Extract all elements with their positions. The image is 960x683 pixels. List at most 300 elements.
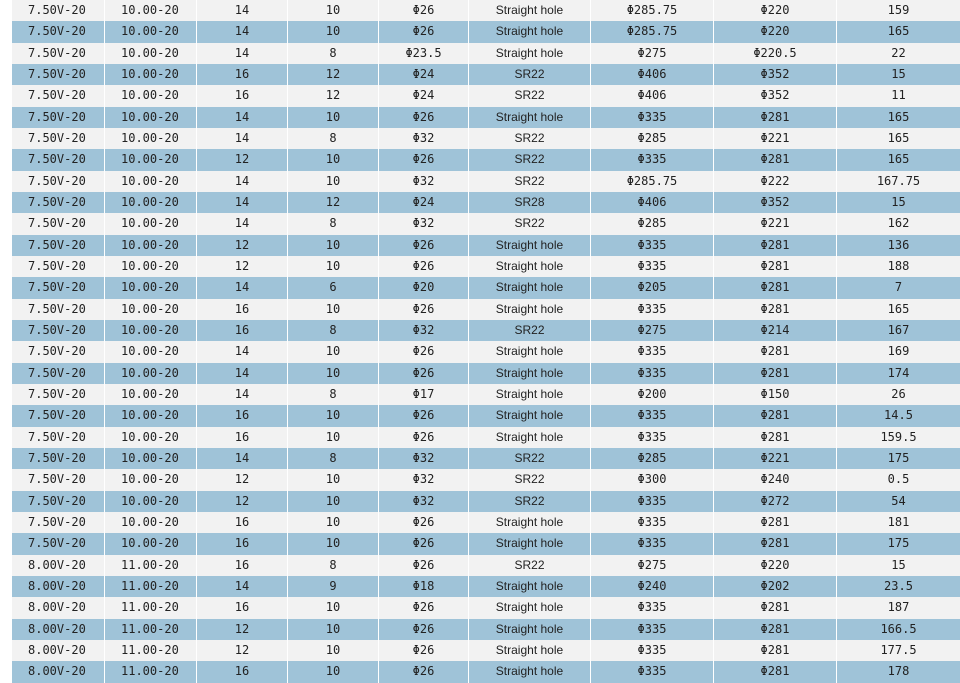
table-row bbox=[12, 491, 960, 512]
cell-hole-count: 10 bbox=[288, 405, 379, 426]
cell-bolt-hole-diameter: Φ32 bbox=[379, 491, 469, 512]
cell-hole-count: 10 bbox=[288, 661, 379, 682]
cell-tire-size: 11.00-20 bbox=[105, 576, 197, 597]
cell-stud-spec: 14 bbox=[197, 107, 288, 128]
table-row bbox=[12, 21, 960, 42]
cell-bolt-hole-diameter: Φ26 bbox=[379, 405, 469, 426]
cell-tire-size: 10.00-20 bbox=[105, 171, 197, 192]
cell-hole-type: Straight hole bbox=[469, 277, 591, 298]
cell-stud-spec: 12 bbox=[197, 149, 288, 170]
cell-outer-diameter: Φ335 bbox=[591, 299, 714, 320]
cell-rim-size: 7.50V-20 bbox=[12, 235, 105, 256]
cell-hole-type: SR22 bbox=[469, 448, 591, 469]
cell-offset-value: 165 bbox=[887, 24, 910, 39]
cell-pitch-circle: Φ281 bbox=[714, 341, 837, 362]
cell-hole-type: Straight hole bbox=[469, 384, 591, 405]
table-row bbox=[12, 320, 960, 341]
cell-rim-size: 8.00V-20 bbox=[12, 576, 105, 597]
cell-hole-type: Straight hole bbox=[469, 299, 591, 320]
cell-offset-value: 22 bbox=[891, 45, 906, 60]
cell-rim-size: 7.50V-20 bbox=[12, 171, 105, 192]
cell-hole-count: 10 bbox=[288, 171, 379, 192]
table-row bbox=[12, 213, 960, 234]
cell-outer-diameter: Φ335 bbox=[591, 512, 714, 533]
cell-pitch-circle: Φ281 bbox=[714, 107, 837, 128]
cell-stud-spec: 16 bbox=[197, 512, 288, 533]
cell-bolt-hole-diameter: Φ26 bbox=[379, 555, 469, 576]
cell-tire-size: 10.00-20 bbox=[105, 235, 197, 256]
cell-hole-count: 10 bbox=[288, 533, 379, 554]
cell-hole-type: Straight hole bbox=[469, 363, 591, 384]
cell-tire-size: 10.00-20 bbox=[105, 320, 197, 341]
cell-hole-count: 12 bbox=[288, 85, 379, 106]
cell-bolt-hole-diameter: Φ32 bbox=[379, 448, 469, 469]
cell-tire-size: 10.00-20 bbox=[105, 533, 197, 554]
cell-rim-size: 7.50V-20 bbox=[12, 192, 105, 213]
cell-pitch-circle: Φ240 bbox=[714, 469, 837, 490]
table-row bbox=[12, 128, 960, 149]
cell-bolt-hole-diameter: Φ20 bbox=[379, 277, 469, 298]
cell-pitch-circle: Φ281 bbox=[714, 661, 837, 682]
cell-hole-count: 10 bbox=[288, 21, 379, 42]
cell-tire-size: 10.00-20 bbox=[105, 491, 197, 512]
cell-hole-type: SR22 bbox=[469, 213, 591, 234]
cell-rim-size: 8.00V-20 bbox=[12, 661, 105, 682]
table-row bbox=[12, 512, 960, 533]
cell-pitch-circle: Φ202 bbox=[714, 576, 837, 597]
cell-tire-size: 10.00-20 bbox=[105, 256, 197, 277]
cell-outer-diameter: Φ335 bbox=[591, 363, 714, 384]
cell-hole-count: 8 bbox=[288, 320, 379, 341]
table-row bbox=[12, 469, 960, 490]
cell-hole-count: 10 bbox=[288, 469, 379, 490]
cell-outer-diameter: Φ335 bbox=[591, 533, 714, 554]
cell-hole-type: SR22 bbox=[469, 149, 591, 170]
cell-rim-size: 7.50V-20 bbox=[12, 448, 105, 469]
table-row bbox=[12, 363, 960, 384]
cell-outer-diameter: Φ335 bbox=[591, 341, 714, 362]
cell-outer-diameter: Φ205 bbox=[591, 277, 714, 298]
cell-outer-diameter: Φ275 bbox=[591, 555, 714, 576]
cell-pitch-circle: Φ281 bbox=[714, 640, 837, 661]
cell-offset-value: 167 bbox=[887, 322, 910, 337]
cell-hole-count: 10 bbox=[288, 299, 379, 320]
cell-outer-diameter: Φ335 bbox=[591, 597, 714, 618]
cell-stud-spec: 14 bbox=[197, 171, 288, 192]
cell-offset-value: 11 bbox=[891, 88, 906, 103]
cell-pitch-circle: Φ281 bbox=[714, 363, 837, 384]
cell-hole-type: Straight hole bbox=[469, 43, 591, 64]
cell-offset-value: 15 bbox=[891, 557, 906, 572]
table-row bbox=[12, 597, 960, 618]
table-row bbox=[12, 43, 960, 64]
cell-pitch-circle: Φ150 bbox=[714, 384, 837, 405]
cell-hole-type: Straight hole bbox=[469, 576, 591, 597]
cell-bolt-hole-diameter: Φ32 bbox=[379, 128, 469, 149]
cell-bolt-hole-diameter: Φ32 bbox=[379, 320, 469, 341]
cell-bolt-hole-diameter: Φ26 bbox=[379, 149, 469, 170]
cell-pitch-circle: Φ221 bbox=[714, 213, 837, 234]
table-row bbox=[12, 405, 960, 426]
cell-offset-value: 175 bbox=[887, 536, 910, 551]
cell-outer-diameter: Φ335 bbox=[591, 235, 714, 256]
cell-bolt-hole-diameter: Φ26 bbox=[379, 427, 469, 448]
cell-offset-value: 177.5 bbox=[880, 642, 917, 657]
cell-hole-count: 12 bbox=[288, 192, 379, 213]
cell-tire-size: 10.00-20 bbox=[105, 427, 197, 448]
table-row bbox=[12, 384, 960, 405]
cell-bolt-hole-diameter: Φ26 bbox=[379, 235, 469, 256]
cell-stud-spec: 12 bbox=[197, 491, 288, 512]
cell-bolt-hole-diameter: Φ32 bbox=[379, 171, 469, 192]
cell-hole-count: 8 bbox=[288, 448, 379, 469]
table-row bbox=[12, 533, 960, 554]
cell-outer-diameter: Φ406 bbox=[591, 85, 714, 106]
cell-hole-count: 8 bbox=[288, 43, 379, 64]
table-row bbox=[12, 85, 960, 106]
cell-rim-size: 7.50V-20 bbox=[12, 149, 105, 170]
cell-tire-size: 11.00-20 bbox=[105, 619, 197, 640]
cell-bolt-hole-diameter: Φ26 bbox=[379, 619, 469, 640]
cell-rim-size: 7.50V-20 bbox=[12, 512, 105, 533]
cell-hole-count: 10 bbox=[288, 491, 379, 512]
cell-stud-spec: 12 bbox=[197, 640, 288, 661]
table-row bbox=[12, 192, 960, 213]
cell-hole-type: Straight hole bbox=[469, 0, 591, 21]
cell-outer-diameter: Φ285.75 bbox=[591, 171, 714, 192]
cell-outer-diameter: Φ240 bbox=[591, 576, 714, 597]
cell-offset-value: 159.5 bbox=[880, 429, 917, 444]
cell-outer-diameter: Φ285 bbox=[591, 448, 714, 469]
cell-rim-size: 8.00V-20 bbox=[12, 640, 105, 661]
cell-offset-value: 15 bbox=[891, 66, 906, 81]
cell-offset-value: 167.75 bbox=[876, 173, 921, 188]
cell-hole-count: 8 bbox=[288, 213, 379, 234]
cell-pitch-circle: Φ221 bbox=[714, 448, 837, 469]
cell-pitch-circle: Φ281 bbox=[714, 149, 837, 170]
cell-stud-spec: 14 bbox=[197, 192, 288, 213]
cell-offset-value: 14.5 bbox=[884, 408, 913, 423]
cell-tire-size: 10.00-20 bbox=[105, 341, 197, 362]
table-row bbox=[12, 256, 960, 277]
cell-tire-size: 10.00-20 bbox=[105, 384, 197, 405]
cell-hole-type: Straight hole bbox=[469, 640, 591, 661]
cell-pitch-circle: Φ281 bbox=[714, 256, 837, 277]
cell-stud-spec: 14 bbox=[197, 0, 288, 21]
cell-pitch-circle: Φ352 bbox=[714, 192, 837, 213]
cell-pitch-circle: Φ281 bbox=[714, 299, 837, 320]
cell-rim-size: 7.50V-20 bbox=[12, 85, 105, 106]
cell-offset-value: 54 bbox=[891, 493, 906, 508]
cell-pitch-circle: Φ281 bbox=[714, 277, 837, 298]
table-row bbox=[12, 107, 960, 128]
cell-bolt-hole-diameter: Φ32 bbox=[379, 469, 469, 490]
cell-outer-diameter: Φ335 bbox=[591, 427, 714, 448]
cell-offset-value: 159 bbox=[887, 3, 910, 17]
cell-rim-size: 7.50V-20 bbox=[12, 213, 105, 234]
cell-tire-size: 10.00-20 bbox=[105, 21, 197, 42]
cell-tire-size: 10.00-20 bbox=[105, 469, 197, 490]
cell-bolt-hole-diameter: Φ26 bbox=[379, 107, 469, 128]
cell-stud-spec: 14 bbox=[197, 448, 288, 469]
cell-hole-type: SR22 bbox=[469, 320, 591, 341]
cell-offset-value: 162 bbox=[887, 216, 910, 231]
table-row bbox=[12, 576, 960, 597]
cell-bolt-hole-diameter: Φ24 bbox=[379, 192, 469, 213]
cell-stud-spec: 16 bbox=[197, 597, 288, 618]
cell-tire-size: 11.00-20 bbox=[105, 661, 197, 682]
cell-bolt-hole-diameter: Φ26 bbox=[379, 299, 469, 320]
cell-stud-spec: 16 bbox=[197, 85, 288, 106]
cell-tire-size: 10.00-20 bbox=[105, 512, 197, 533]
cell-stud-spec: 14 bbox=[197, 213, 288, 234]
cell-tire-size: 11.00-20 bbox=[105, 640, 197, 661]
cell-tire-size: 10.00-20 bbox=[105, 363, 197, 384]
cell-hole-count: 9 bbox=[288, 576, 379, 597]
cell-tire-size: 11.00-20 bbox=[105, 597, 197, 618]
cell-rim-size: 7.50V-20 bbox=[12, 469, 105, 490]
cell-stud-spec: 16 bbox=[197, 555, 288, 576]
cell-bolt-hole-diameter: Φ26 bbox=[379, 0, 469, 21]
cell-bolt-hole-diameter: Φ17 bbox=[379, 384, 469, 405]
cell-tire-size: 10.00-20 bbox=[105, 448, 197, 469]
cell-hole-count: 8 bbox=[288, 128, 379, 149]
cell-stud-spec: 16 bbox=[197, 661, 288, 682]
cell-tire-size: 10.00-20 bbox=[105, 192, 197, 213]
cell-offset-value: 15 bbox=[891, 194, 906, 209]
cell-stud-spec: 16 bbox=[197, 405, 288, 426]
cell-hole-type: Straight hole bbox=[469, 256, 591, 277]
cell-pitch-circle: Φ214 bbox=[714, 320, 837, 341]
cell-bolt-hole-diameter: Φ26 bbox=[379, 512, 469, 533]
cell-bolt-hole-diameter: Φ32 bbox=[379, 213, 469, 234]
cell-outer-diameter: Φ335 bbox=[591, 107, 714, 128]
table-row bbox=[12, 427, 960, 448]
cell-outer-diameter: Φ285 bbox=[591, 128, 714, 149]
cell-hole-count: 8 bbox=[288, 555, 379, 576]
cell-tire-size: 11.00-20 bbox=[105, 555, 197, 576]
cell-offset-value: 7 bbox=[894, 280, 903, 295]
cell-rim-size: 7.50V-20 bbox=[12, 491, 105, 512]
cell-outer-diameter: Φ285.75 bbox=[591, 0, 714, 21]
cell-tire-size: 10.00-20 bbox=[105, 128, 197, 149]
cell-hole-type: SR22 bbox=[469, 64, 591, 85]
cell-outer-diameter: Φ275 bbox=[591, 43, 714, 64]
cell-hole-count: 10 bbox=[288, 149, 379, 170]
cell-stud-spec: 14 bbox=[197, 43, 288, 64]
cell-offset-value: 0.5 bbox=[887, 472, 910, 487]
cell-hole-count: 10 bbox=[288, 341, 379, 362]
cell-stud-spec: 14 bbox=[197, 128, 288, 149]
cell-stud-spec: 12 bbox=[197, 469, 288, 490]
cell-offset-value: 165 bbox=[887, 152, 910, 167]
cell-stud-spec: 16 bbox=[197, 299, 288, 320]
cell-hole-count: 10 bbox=[288, 107, 379, 128]
cell-outer-diameter: Φ200 bbox=[591, 384, 714, 405]
cell-hole-type: SR22 bbox=[469, 85, 591, 106]
cell-outer-diameter: Φ335 bbox=[591, 491, 714, 512]
cell-hole-type: Straight hole bbox=[469, 107, 591, 128]
cell-outer-diameter: Φ335 bbox=[591, 149, 714, 170]
cell-hole-count: 10 bbox=[288, 427, 379, 448]
cell-bolt-hole-diameter: Φ24 bbox=[379, 64, 469, 85]
table-row bbox=[12, 171, 960, 192]
cell-offset-value: 26 bbox=[891, 386, 906, 401]
cell-offset-value: 165 bbox=[887, 109, 910, 124]
cell-outer-diameter: Φ335 bbox=[591, 619, 714, 640]
cell-hole-type: SR22 bbox=[469, 555, 591, 576]
cell-hole-count: 10 bbox=[288, 512, 379, 533]
cell-rim-size: 7.50V-20 bbox=[12, 341, 105, 362]
cell-stud-spec: 16 bbox=[197, 64, 288, 85]
cell-pitch-circle: Φ281 bbox=[714, 512, 837, 533]
cell-stud-spec: 12 bbox=[197, 256, 288, 277]
cell-rim-size: 7.50V-20 bbox=[12, 427, 105, 448]
table-row bbox=[12, 64, 960, 85]
cell-bolt-hole-diameter: Φ26 bbox=[379, 21, 469, 42]
cell-hole-type: SR22 bbox=[469, 128, 591, 149]
cell-stud-spec: 12 bbox=[197, 619, 288, 640]
cell-hole-type: Straight hole bbox=[469, 619, 591, 640]
cell-rim-size: 7.50V-20 bbox=[12, 363, 105, 384]
cell-pitch-circle: Φ281 bbox=[714, 405, 837, 426]
table-row bbox=[12, 661, 960, 682]
table-row bbox=[12, 341, 960, 362]
cell-pitch-circle: Φ281 bbox=[714, 427, 837, 448]
cell-stud-spec: 14 bbox=[197, 341, 288, 362]
cell-offset-value: 165 bbox=[887, 130, 910, 145]
cell-rim-size: 8.00V-20 bbox=[12, 555, 105, 576]
cell-hole-type: Straight hole bbox=[469, 405, 591, 426]
cell-tire-size: 10.00-20 bbox=[105, 405, 197, 426]
cell-bolt-hole-diameter: Φ24 bbox=[379, 85, 469, 106]
cell-bolt-hole-diameter: Φ23.5 bbox=[379, 43, 469, 64]
cell-pitch-circle: Φ352 bbox=[714, 64, 837, 85]
cell-hole-count: 10 bbox=[288, 363, 379, 384]
cell-pitch-circle: Φ281 bbox=[714, 619, 837, 640]
cell-bolt-hole-diameter: Φ26 bbox=[379, 341, 469, 362]
cell-hole-type: SR28 bbox=[469, 192, 591, 213]
cell-hole-count: 12 bbox=[288, 64, 379, 85]
cell-hole-type: SR22 bbox=[469, 491, 591, 512]
cell-outer-diameter: Φ335 bbox=[591, 405, 714, 426]
cell-hole-count: 10 bbox=[288, 235, 379, 256]
cell-rim-size: 7.50V-20 bbox=[12, 384, 105, 405]
cell-outer-diameter: Φ285.75 bbox=[591, 21, 714, 42]
cell-offset-value: 181 bbox=[887, 514, 910, 529]
table-row bbox=[12, 640, 960, 661]
cell-outer-diameter: Φ300 bbox=[591, 469, 714, 490]
cell-hole-type: Straight hole bbox=[469, 661, 591, 682]
cell-hole-type: Straight hole bbox=[469, 21, 591, 42]
cell-hole-count: 10 bbox=[288, 597, 379, 618]
cell-bolt-hole-diameter: Φ26 bbox=[379, 597, 469, 618]
cell-tire-size: 10.00-20 bbox=[105, 213, 197, 234]
cell-hole-type: Straight hole bbox=[469, 512, 591, 533]
cell-outer-diameter: Φ406 bbox=[591, 192, 714, 213]
cell-rim-size: 7.50V-20 bbox=[12, 128, 105, 149]
cell-stud-spec: 14 bbox=[197, 576, 288, 597]
cell-pitch-circle: Φ222 bbox=[714, 171, 837, 192]
cell-tire-size: 10.00-20 bbox=[105, 149, 197, 170]
cell-hole-type: Straight hole bbox=[469, 597, 591, 618]
cell-outer-diameter: Φ335 bbox=[591, 661, 714, 682]
cell-stud-spec: 12 bbox=[197, 235, 288, 256]
cell-offset-value: 166.5 bbox=[880, 621, 917, 636]
table-row bbox=[12, 235, 960, 256]
cell-hole-count: 6 bbox=[288, 277, 379, 298]
table-row bbox=[12, 299, 960, 320]
cell-pitch-circle: Φ281 bbox=[714, 597, 837, 618]
table-row bbox=[12, 277, 960, 298]
cell-offset-value: 165 bbox=[887, 301, 910, 316]
cell-stud-spec: 16 bbox=[197, 427, 288, 448]
cell-bolt-hole-diameter: Φ26 bbox=[379, 661, 469, 682]
table-row bbox=[12, 149, 960, 170]
cell-offset-value: 136 bbox=[887, 237, 910, 252]
cell-hole-count: 10 bbox=[288, 0, 379, 21]
cell-bolt-hole-diameter: Φ26 bbox=[379, 640, 469, 661]
cell-stud-spec: 16 bbox=[197, 320, 288, 341]
cell-hole-type: SR22 bbox=[469, 469, 591, 490]
cell-offset-value: 188 bbox=[887, 258, 910, 273]
cell-rim-size: 7.50V-20 bbox=[12, 533, 105, 554]
cell-pitch-circle: Φ221 bbox=[714, 128, 837, 149]
cell-hole-count: 10 bbox=[288, 619, 379, 640]
cell-tire-size: 10.00-20 bbox=[105, 107, 197, 128]
cell-stud-spec: 16 bbox=[197, 533, 288, 554]
cell-hole-type: Straight hole bbox=[469, 533, 591, 554]
cell-rim-size: 7.50V-20 bbox=[12, 277, 105, 298]
table-row bbox=[12, 448, 960, 469]
cell-bolt-hole-diameter: Φ26 bbox=[379, 533, 469, 554]
cell-offset-value: 23.5 bbox=[884, 578, 913, 593]
cell-offset-value: 169 bbox=[887, 344, 910, 359]
cell-tire-size: 10.00-20 bbox=[105, 64, 197, 85]
cell-hole-type: Straight hole bbox=[469, 235, 591, 256]
table-row bbox=[12, 555, 960, 576]
cell-outer-diameter: Φ406 bbox=[591, 64, 714, 85]
cell-rim-size: 7.50V-20 bbox=[12, 0, 105, 21]
cell-tire-size: 10.00-20 bbox=[105, 0, 197, 21]
cell-outer-diameter: Φ285 bbox=[591, 213, 714, 234]
cell-bolt-hole-diameter: Φ18 bbox=[379, 576, 469, 597]
cell-pitch-circle: Φ272 bbox=[714, 491, 837, 512]
cell-pitch-circle: Φ281 bbox=[714, 235, 837, 256]
cell-stud-spec: 14 bbox=[197, 363, 288, 384]
cell-hole-count: 10 bbox=[288, 256, 379, 277]
cell-tire-size: 10.00-20 bbox=[105, 277, 197, 298]
cell-hole-type: SR22 bbox=[469, 171, 591, 192]
cell-offset-value: 174 bbox=[887, 365, 910, 380]
cell-pitch-circle: Φ220 bbox=[714, 0, 837, 21]
cell-hole-count: 8 bbox=[288, 384, 379, 405]
cell-rim-size: 7.50V-20 bbox=[12, 256, 105, 277]
cell-stud-spec: 14 bbox=[197, 21, 288, 42]
cell-hole-count: 10 bbox=[288, 640, 379, 661]
cell-bolt-hole-diameter: Φ26 bbox=[379, 256, 469, 277]
cell-pitch-circle: Φ220 bbox=[714, 555, 837, 576]
cell-hole-type: Straight hole bbox=[469, 341, 591, 362]
table-row bbox=[12, 619, 960, 640]
cell-rim-size: 7.50V-20 bbox=[12, 107, 105, 128]
cell-pitch-circle: Φ220 bbox=[714, 21, 837, 42]
cell-bolt-hole-diameter: Φ26 bbox=[379, 363, 469, 384]
cell-outer-diameter: Φ335 bbox=[591, 640, 714, 661]
cell-rim-size: 7.50V-20 bbox=[12, 320, 105, 341]
cell-stud-spec: 14 bbox=[197, 277, 288, 298]
cell-offset-value: 187 bbox=[887, 600, 910, 615]
